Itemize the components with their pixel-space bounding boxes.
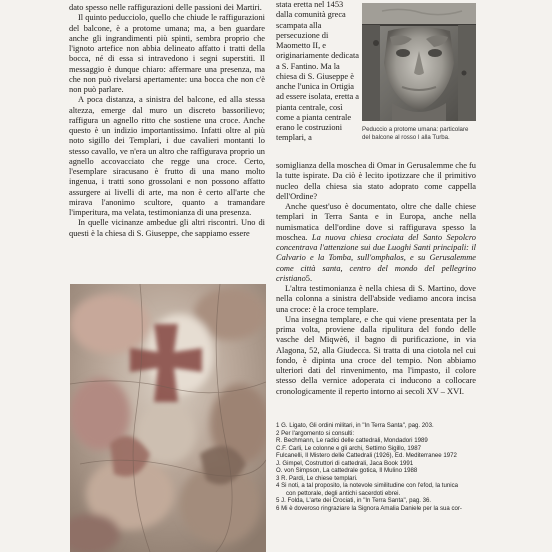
text-run: 6 xyxy=(343,335,348,345)
footnote-line: 3 R. Pardi, Le chiese templari. xyxy=(276,474,358,482)
footnotes xyxy=(276,422,478,513)
footnote-line: 4 Si noti, a tal proposito, la notevole similitudine con l'efod, la tunica xyxy=(276,482,459,490)
footnote-line: 1 G. Ligato, Gli ordini militari, in "In Terra Santa", pag. 203. xyxy=(276,422,434,429)
text-run: L'altra testimonianza è nella chiesa di S. Martino, dove nella colonna a sinistra dell'abside vediamo ancora incisa una croce: è la croce templare. xyxy=(276,284,476,314)
right-paragraph xyxy=(276,161,476,202)
left-paragraph: A poca distanza, a sinistra del balcone, ed alla stessa altezza, emerge dal muro un discreto bassorilievo; raffigura un agnello ritto che sostiene una croce. Anche questo è un indizio importantissimo. Infatti oltre al più noto sigillo dei Templari, i due cavalieri montanti lo stesso cavallo, ve n'era un altro che raffigurava proprio un agnello accovacciato che regge una croce. Certo, l'esemplare siracusano è frutto di una mano molto ingenua, i tratti sono grossolani e non possono affatto assurgere ai livelli di arte, ma non è certo all'arte che mirava l'anonimo scultore, quanto a tramandare l'imperitura, ma velata, testimonianza di una presenza. xyxy=(69,95,265,217)
left-paragraph: dato spesso nelle raffigurazioni delle passioni dei Martiri. xyxy=(69,3,262,12)
fresco-photo xyxy=(70,284,266,552)
footnote-line: R. Bechmann, Le radici delle cattedrali, Mondadori 1989 xyxy=(276,437,428,445)
peduccio-photo xyxy=(362,3,476,121)
footnote-line: 5 J. Folda, L'arte dei Crociati, in "In Terra Santa", pag. 36. xyxy=(276,497,432,505)
italic-run: La nuova chiesa crociata del Santo Sepolcro concentrava l'attenzione sui due Luoghi Santi principali: il Calvario e la Tomba, sull'omphalos, e su Gerusalemme come città santa, centro del mondo del pellegrino cristiano xyxy=(276,232,476,283)
left-paragraph: Il quinto peducciolo, quello che chiude le raffigurazioni del balcone, è a protome umana; ma, a ben guardare anche gli ingrandimenti più spinti, sembra proprio che l'ignoto artefice non abbia delineato affatto i tratti della bocca, né di essa si intravedono i segni superstiti. Il messaggio è dunque chiaro: affermare una presenza, ma che non può rivelarsi apertamente: una bocca che non c'è non può parlare. xyxy=(69,13,265,94)
footnote-line: 6 Mi è doveroso ringraziare la Signora Amalia Daniele per la sua cor- xyxy=(276,505,462,513)
text-run: Una insegna templare, e che qui viene presentata per la prima volta, proviene dalla ripulitura del fondo delle vasche del Miqwè xyxy=(276,314,476,345)
right-text-column xyxy=(276,161,476,397)
photo-caption: Peduccio a protome umana: particolare del balcone al rosso I alla Turba. xyxy=(362,126,469,141)
footnote-line: C.F. Carli, Le colonne e gli archi, Settimo Sigillo, 1987 xyxy=(276,444,421,452)
text-run: 5. xyxy=(305,273,313,283)
peduccio-stone-image xyxy=(362,3,476,121)
middle-text-column xyxy=(276,0,360,144)
footnote-line: O. von Simpson, La cattedrale gotica, Il Mulino 1988 xyxy=(276,467,418,475)
footnote-line: J. Gimpel, Costruttori di cattedrali, Jaca Book 1991 xyxy=(276,459,414,467)
footnote-line: Fulcanelli, Il Mistero delle Cattedrali (1926), Ed. Mediterranee 1972 xyxy=(276,452,457,460)
middle-paragraph: stata eretta nel 1453 dalla comunità greca scampata alla persecuzione di Maometto II, e originariamente dedicata a S. Fantino. Ma la chiesa di S. Giuseppe è anche l'unica in Ortigia ad essere isolata, eretta a pianta centrale, così come a pianta centrale erano le costruzioni templari, a xyxy=(276,0,360,143)
right-paragraph xyxy=(276,202,476,284)
text-run: Anche quest'uso è documentato, oltre che dalle chiese templari in Terra Santa e in Europa, anche nella numismatica dell'ordine dove si raffigurava spesso la moschea. xyxy=(276,202,476,242)
left-text-column xyxy=(69,3,265,239)
footnote-line: 2 Per l'argomento si consulti: xyxy=(276,429,355,437)
footnote-line: con pettorale, degli antichi sacerdoti ebrei. xyxy=(286,489,401,497)
text-run: , il bagno di purificazione, in via Alagona, 52, alla Giudecca. Si tratta di una ciotola nel cui fondo, è dipinta una croce del tempio. Non abbiamo ulteriori dati del rinvenimento, ma l'impasto, il colore stesso della vernice adoperata ci inducono a collocare cronologicamente il reperto intorno ai secoli XV – XVI. xyxy=(276,335,476,396)
text-run: somiglianza della moschea di Omar in Gerusalemme che fu la tutte ispirate. Da ciò è lecito ipotizzare che il primitivo nucleo della chiesa sia stato adoprato come cappella dell'Ordine? xyxy=(276,161,476,201)
right-paragraph xyxy=(276,315,476,397)
right-paragraph xyxy=(276,284,476,315)
left-paragraph: In quelle vicinanze ambedue gli altri riscontri. Uno di questi è la chiesa di S. Giuseppe, che sappiamo essere xyxy=(69,218,265,238)
fresco-wall-image xyxy=(70,284,266,552)
